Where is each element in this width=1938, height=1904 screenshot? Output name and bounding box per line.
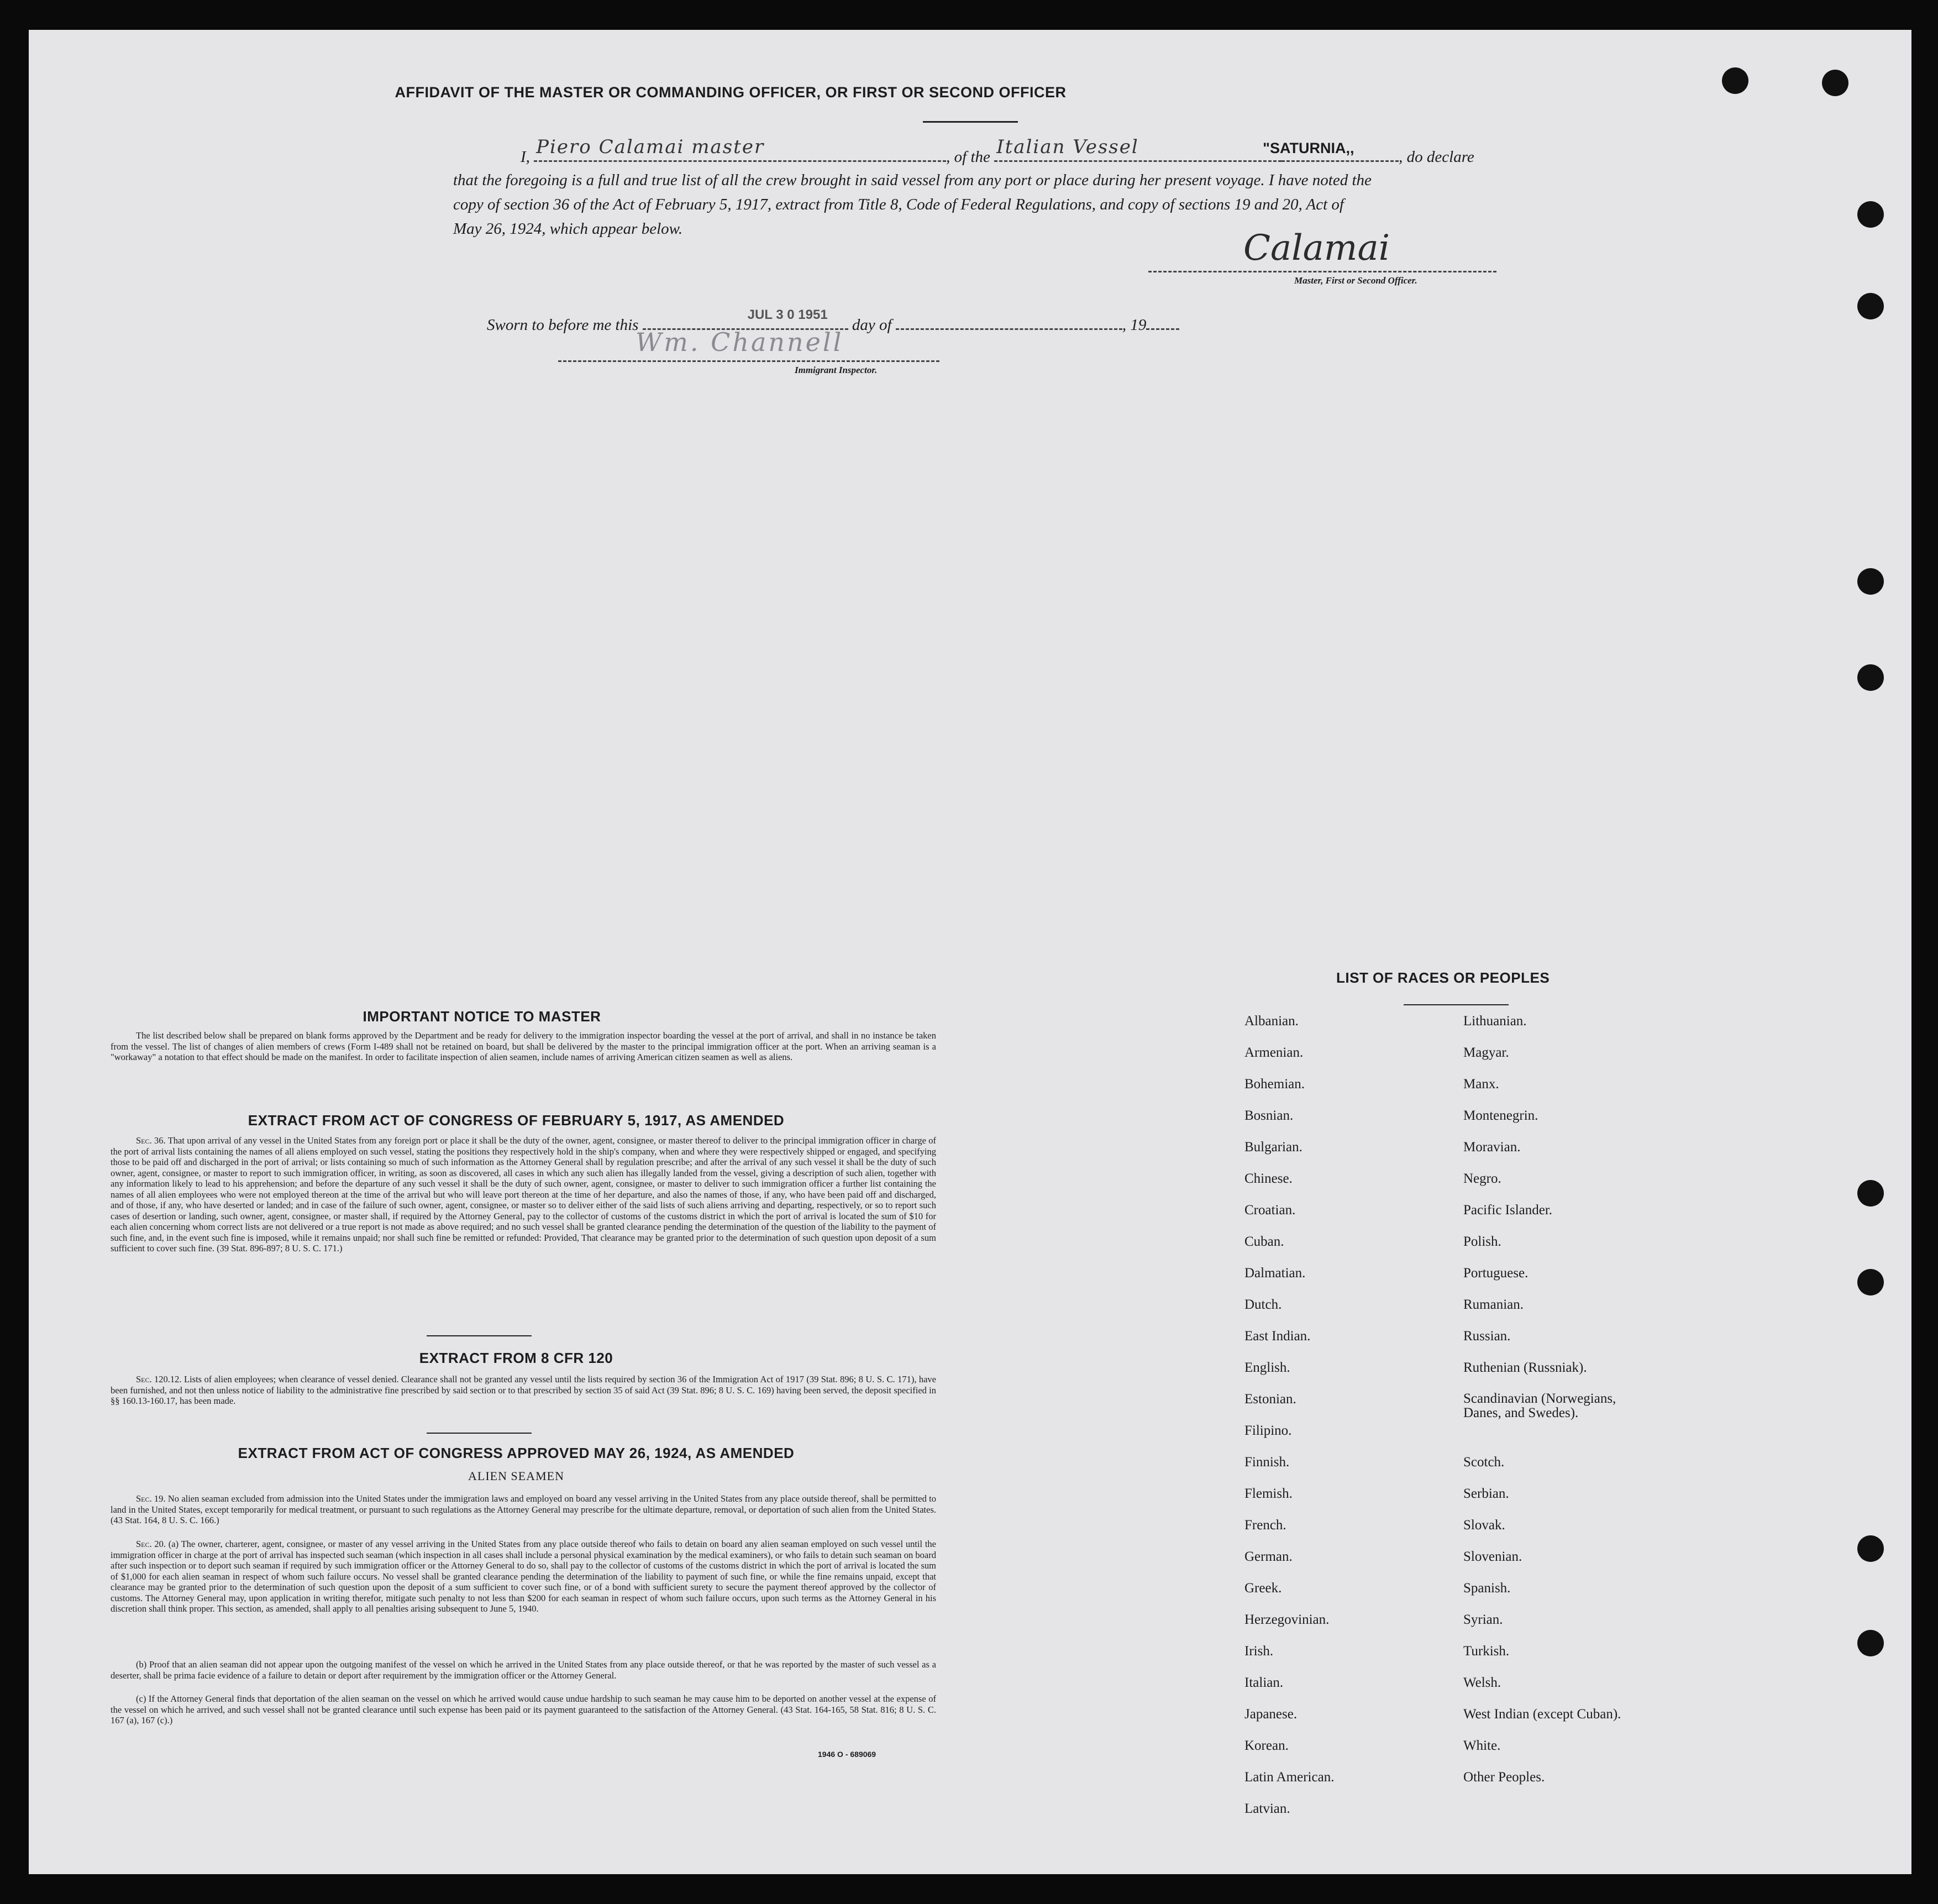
print-code: 1946 O - 689069	[818, 1750, 876, 1759]
race-item: Serbian.	[1463, 1486, 1509, 1501]
race-item: East Indian.	[1244, 1329, 1311, 1344]
punch-hole-icon	[1857, 568, 1884, 595]
notice-text: The list described below shall be prepared on blank forms approved by the Department and be ready for delivery to the immigration inspector boarding the vessel at the port of arrival, and shall in no instance be taken from the vessel. The list of changes of alien members of crews (Form I-489 shall not be retained on board, but shall be delivered by the master to the principal immigration officer at the port. When an arriving seaman is a "workaway" a notation to that effect should be made on the manifest. In order to facilitate inspection of alien seamen, include names of arriving American citizen seamen as well as aliens.	[111, 1030, 936, 1062]
title-divider	[923, 121, 1018, 123]
month-field	[896, 312, 1122, 330]
affidavit-line-2: that the foregoing is a full and true list of all the crew brought in said vessel from any port or place during her present voyage. I have noted the	[453, 171, 1372, 189]
race-item: Russian.	[1463, 1329, 1511, 1344]
race-item: White.	[1463, 1738, 1501, 1753]
extract-divider-1	[427, 1335, 532, 1336]
race-item: West Indian (except Cuban).	[1463, 1707, 1621, 1722]
punch-hole-icon	[1857, 201, 1884, 228]
race-item: Finnish.	[1244, 1455, 1290, 1470]
race-item: Scotch.	[1463, 1455, 1505, 1470]
alien-seamen-subtitle: ALIEN SEAMEN	[468, 1469, 564, 1483]
punch-hole-icon	[1722, 67, 1748, 94]
vessel-name: "SATURNIA,,	[1263, 140, 1354, 156]
race-item: Spanish.	[1463, 1581, 1511, 1596]
race-item: Negro.	[1463, 1171, 1501, 1186]
race-item: Latin American.	[1244, 1770, 1335, 1785]
notice-title: IMPORTANT NOTICE TO MASTER	[363, 1008, 601, 1025]
race-item: Bosnian.	[1244, 1108, 1294, 1123]
race-item: Other Peoples.	[1463, 1770, 1545, 1785]
punch-hole-icon	[1857, 1535, 1884, 1562]
race-item: Rumanian.	[1463, 1297, 1524, 1312]
race-item: Scandinavian (Norwegians, Danes, and Swedes).	[1463, 1391, 1616, 1420]
races-divider	[1404, 1004, 1509, 1005]
race-item: Slovak.	[1463, 1518, 1505, 1533]
vessel-nationality-handwritten: Italian Vessel	[996, 136, 1139, 158]
sec-19-text: Sec. 19. No alien seaman excluded from admission into the United States under the immigration laws and employed on board any vessel arriving in the United States from any place outside thereof, shall be permitted to land in the United States, except temporarily for medical treatment, or pursuant to such regulations as the Attorney General may prescribe for the ultimate departure, removal, or deportation of such alien from the United States. (43 Stat. 164, 8 U. S. C. 166.)	[111, 1493, 937, 1525]
declare-label: , do declare	[1399, 148, 1474, 166]
sec-20a-text: Sec. 20. (a) The owner, charterer, agent, consignee, or master of any vessel arriving in the United States from any place outside thereof who fails to detain on board any alien seaman employed on such vessel until the immigration officer in charge at the port of arrival has inspected such seaman (which inspection in all cases shall include a personal physical examination by the medical examiners), or who fails to detain such seaman on board after such inspection or to deport such seaman if required by such immigration officer or the Attorney General to do so, shall pay to the collector of customs of the customs district in which the port of arrival is located the sum of $1,000 for each alien seaman in respect of whom such failure occurs. No vessel shall be granted clearance pending the determination of the liability to payment of such fine, or while the fine remains unpaid, except that clearance may be granted prior to the determination of such question upon the deposit of a sum sufficient to cover such fine, or of a bond with sufficient surety to secure the payment thereof approved by the collector of customs. The Attorney General may, upon application in writing therefor, mitigate such penalty to not less than $200 for each seaman in respect of whom such failure occurs, upon such terms as the Attorney General in his discretion shall think proper. This section, as amended, shall apply to all penalties arising subsequent to June 5, 1940.	[111, 1539, 936, 1614]
race-item: Armenian.	[1244, 1045, 1304, 1060]
extract-cfr-text: Sec. 120.12. Lists of alien employees; when clearance of vessel denied. Clearance shall not be granted any vessel until the lists required by section 36 of the Immigration Act of 1917 (39 Stat. 896; 8 U. S. C. 171), have been furnished, and not then unless notice of liability to the administrative fine prescribed by said section or to that prescribed by section 35 of said Act (39 Stat. 896; 8 U. S. C. 169) having been served, the deposit specified in §§ 160.13-160.17, has been made.	[111, 1374, 937, 1406]
race-item: Croatian.	[1244, 1203, 1296, 1218]
date-stamp: JUL 3 0 1951	[747, 307, 828, 322]
inspector-caption: Immigrant Inspector.	[795, 365, 878, 375]
race-item: Italian.	[1244, 1675, 1284, 1690]
race-item: Filipino.	[1244, 1423, 1292, 1438]
vessel-name-field	[1282, 144, 1399, 162]
race-item: Moravian.	[1463, 1140, 1521, 1155]
sec-19-label: Sec. 19.	[136, 1493, 166, 1504]
race-item: Bulgarian.	[1244, 1140, 1302, 1155]
punch-hole-icon	[1857, 1630, 1884, 1656]
race-item: Chinese.	[1244, 1171, 1293, 1186]
race-item: Lithuanian.	[1463, 1014, 1527, 1029]
affidavit-title: AFFIDAVIT OF THE MASTER OR COMMANDING OFFICER, OR FIRST OR SECOND OFFICER	[395, 84, 1067, 101]
race-item: Slovenian.	[1463, 1549, 1522, 1564]
race-item: Korean.	[1244, 1738, 1289, 1753]
sec-36-label: Sec. 36.	[136, 1135, 166, 1146]
race-item: Turkish.	[1463, 1644, 1510, 1659]
race-item: Ruthenian (Russniak).	[1463, 1360, 1587, 1375]
affidavit-line-1	[453, 136, 1536, 169]
master-signature-line	[1148, 271, 1496, 272]
sec-20c-text: (c) If the Attorney General finds that deportation of the alien seaman on the vessel on which he arrived would cause undue hardship to such seaman he may cause him to be deported on another vessel at the expense of the vessel on which he arrived, and such vessel shall not be granted clearance until such expense has been paid or its payment guaranteed to the satisfaction of the Attorney General. (43 Stat. 164-165, 58 Stat. 816; 8 U. S. C. 167 (a), 167 (c).)	[111, 1693, 936, 1725]
race-item: Syrian.	[1463, 1612, 1503, 1627]
race-item: French.	[1244, 1518, 1286, 1533]
race-item: Flemish.	[1244, 1486, 1293, 1501]
punch-hole-icon	[1857, 1180, 1884, 1207]
race-item: Latvian.	[1244, 1801, 1290, 1816]
race-item: Magyar.	[1463, 1045, 1509, 1060]
affidavit-line-4: May 26, 1924, which appear below.	[453, 220, 683, 238]
extract-1917-title: EXTRACT FROM ACT OF CONGRESS OF FEBRUARY 5, 1917, AS AMENDED	[248, 1112, 785, 1129]
affidavit-prefix: I,	[521, 148, 530, 166]
master-name-handwritten: Piero Calamai master	[536, 136, 765, 158]
race-item: Cuban.	[1244, 1234, 1284, 1249]
race-item: Irish.	[1244, 1644, 1274, 1659]
year-label: , 19	[1122, 316, 1147, 334]
extract-1924-title: EXTRACT FROM ACT OF CONGRESS APPROVED MAY 26, 1924, AS AMENDED	[238, 1445, 795, 1461]
race-item: Herzegovinian.	[1244, 1612, 1330, 1627]
race-item: Dalmatian.	[1244, 1266, 1306, 1281]
races-title: LIST OF RACES OR PEOPLES	[1336, 969, 1550, 986]
punch-hole-icon	[1857, 293, 1884, 319]
punch-hole-icon	[1857, 1269, 1884, 1295]
race-item: Portuguese.	[1463, 1266, 1529, 1281]
sworn-label: Sworn to before me this	[487, 316, 639, 334]
punch-hole-icon	[1857, 664, 1884, 691]
extract-1917-text: Sec. 36. That upon arrival of any vessel in the United States from any foreign port or place it shall be the duty of the owner, agent, consignee, or master thereof to deliver to the principal immigration officer in charge of the port of arrival lists containing the names of all aliens employed on such vessel, stating the positions they respectively hold in the ship's company, when and where they were respectively shipped or engaged, and specifying those to be paid off and discharged in the port of arrival; or lists containing so much of such information as the Attorney General shall by regulation prescribe; and after the arrival of any such vessel it shall be the duty of such owner, agent, consignee, or master to report to such immigration officer, in writing, as soon as discovered, all cases in which any such alien has illegally landed from the vessel, giving a description of such alien, together with any information likely to lead to his apprehension; and before the departure of any such vessel it shall be the duty of such owner, agent, consignee, or master to deliver to such immigration officer a further list containing the names of all alien employees who were not employed thereon at the time of the arrival but who will leave port thereon at the time of her departure, and also the names of those, if any, who have been paid off and discharged, and of those, if any, who have deserted or landed; and in case of the failure of such owner, agent, consignee, or master so to deliver either of the said lists of such aliens arriving and departing, respectively, or so to report such cases of desertion or landing, such owner, agent, consignee, or master shall, if required by the Attorney General, pay to the collector of customs of the customs district in which the port of arrival is located the sum of $10 for each alien concerning whom correct lists are not delivered or a true report is not made as above required; and no such vessel shall be granted clearance pending the determination of the question of the liability to the payment of such fine, and, in the event such fine is imposed, while it remains unpaid; nor shall such fine be remitted or refunded: Provided, That clearance may be granted prior to the determination of such question upon deposit of a sum sufficient to cover such fine. (39 Stat. 896-897; 8 U. S. C. 171.)	[111, 1135, 937, 1253]
master-signature-caption: Master, First or Second Officer.	[1294, 275, 1417, 286]
day-of-label: day of	[852, 316, 892, 334]
race-item: Montenegrin.	[1463, 1108, 1538, 1123]
race-item: German.	[1244, 1549, 1293, 1564]
vessel-nationality-field	[994, 136, 1354, 162]
race-item: Greek.	[1244, 1581, 1282, 1596]
extract-divider-2	[427, 1433, 532, 1434]
master-name-field	[534, 136, 946, 162]
race-item: Estonian.	[1244, 1392, 1296, 1407]
race-item: Pacific Islander.	[1463, 1203, 1553, 1218]
extract-cfr-title: EXTRACT FROM 8 CFR 120	[419, 1350, 613, 1366]
race-item: Japanese.	[1244, 1707, 1298, 1722]
race-item: English.	[1244, 1360, 1290, 1375]
document-page	[29, 30, 1911, 1874]
race-item: Manx.	[1463, 1077, 1499, 1092]
race-item: Polish.	[1463, 1234, 1501, 1249]
affidavit-line-3: copy of section 36 of the Act of February 5, 1917, extract from Title 8, Code of Federal Regulations, and copy of sections 19 and 20, Act of	[453, 196, 1344, 213]
inspector-signature-line	[558, 360, 939, 362]
inspector-signature-handwritten: Wm. Channell	[636, 327, 844, 357]
sec-20b-text: (b) Proof that an alien seaman did not appear upon the outgoing manifest of the vessel on which he arrived in the United States from any place outside thereof, or that he was reported by the master of such vessel as a deserter, shall be prima facie evidence of a failure to detain or deport after requirement by the immigration officer or the Attorney General.	[111, 1659, 936, 1681]
punch-hole-icon	[1822, 70, 1848, 96]
master-signature-handwritten: Calamai	[1243, 228, 1390, 269]
sec-120-label: Sec. 120.12.	[136, 1374, 182, 1384]
race-item: Albanian.	[1244, 1014, 1299, 1029]
race-item: Bohemian.	[1244, 1077, 1305, 1092]
of-the-label: , of the	[946, 148, 990, 166]
race-item: Dutch.	[1244, 1297, 1282, 1312]
race-item: Welsh.	[1463, 1675, 1501, 1690]
sec-20-label: Sec. 20.	[136, 1539, 166, 1549]
year-field	[1146, 312, 1179, 330]
